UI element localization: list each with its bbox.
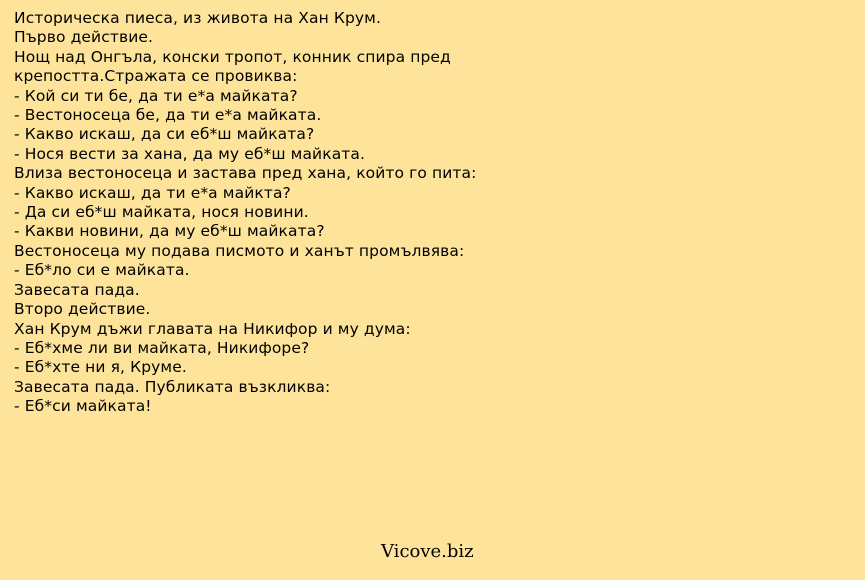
joke-line: Завесата пада. xyxy=(14,280,140,299)
joke-line: - Вестоносеца бе, да ти е*а майката. xyxy=(14,106,322,125)
joke-line: - Кой си ти бе, да ти е*а майката? xyxy=(14,86,298,105)
joke-line: - Еб*ло си е майката. xyxy=(14,261,190,280)
joke-line: - Еб*хте ни я, Круме. xyxy=(14,358,187,377)
joke-line: - Да си еб*ш майката, нося новини. xyxy=(14,203,309,222)
joke-line: - Еб*хме ли ви майката, Никифоре? xyxy=(14,338,310,357)
joke-line: Хан Крум дъжи главата на Никифор и му дума: xyxy=(14,319,411,338)
joke-line: - Еб*си майката! xyxy=(14,397,152,416)
joke-line: Вестоносеца му подава писмото и ханът промълвява: xyxy=(14,241,465,260)
joke-line: Нощ над Онгъла, конски тропот, конник спира пред xyxy=(14,47,451,66)
joke-line: - Какво искаш, да си еб*ш майката? xyxy=(14,125,315,144)
joke-line: Второ действие. xyxy=(14,300,151,319)
joke-line: крепостта.Стражата се провиква: xyxy=(14,67,298,86)
joke-line: Влиза вестоносеца и застава пред хана, който го пита: xyxy=(14,164,477,183)
joke-line: - Какво искаш, да ти е*а майкта? xyxy=(14,183,291,202)
joke-line: Завесата пада. Публиката възкликва: xyxy=(14,377,331,396)
joke-line: Първо действие. xyxy=(14,28,154,47)
joke-line: - Нося вести за хана, да му еб*ш майката. xyxy=(14,144,366,163)
joke-line: - Какви новини, да му еб*ш майката? xyxy=(14,222,325,241)
joke-text xyxy=(14,9,854,417)
joke-line: Историческа пиеса, из живота на Хан Крум. xyxy=(14,9,381,27)
site-watermark: Vicove.biz xyxy=(381,541,474,562)
